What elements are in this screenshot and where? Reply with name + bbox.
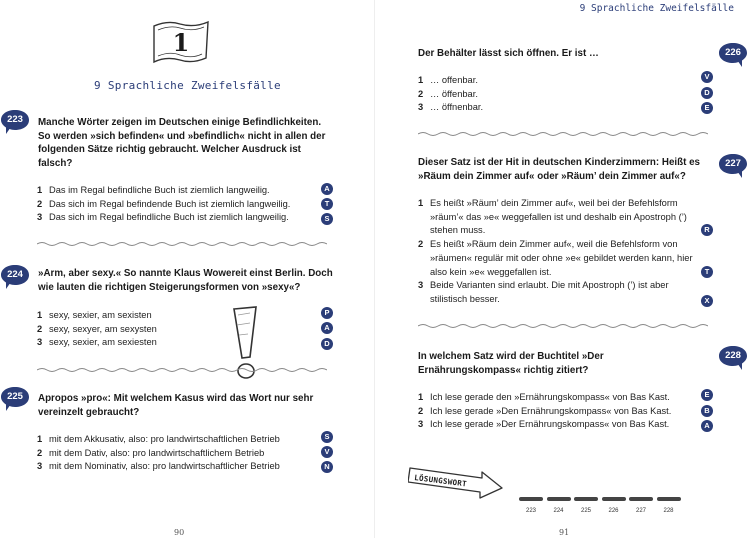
option bbox=[418, 197, 694, 238]
option-text: Ich lese gerade »Den Ernährungskompass« von Bas Kast. bbox=[430, 405, 672, 416]
answer-letter: A bbox=[321, 322, 333, 334]
answer-letter: T bbox=[321, 198, 333, 210]
option-list bbox=[37, 184, 322, 225]
option-text: Es heißt »Räum’ dein Zimmer auf«, weil bei der Befehlsform »räum’« das »e« weggefallen ist und deshalb ein Apostroph (’) stehen muss. bbox=[430, 198, 687, 236]
chapter-title: 9 Sprachliche Zweifelsfälle bbox=[94, 79, 281, 92]
option-text: mit dem Dativ, also: pro landwirtschaftlichem Betrieb bbox=[49, 447, 265, 458]
answer-slot-label: 225 bbox=[580, 508, 591, 514]
option-list bbox=[37, 433, 322, 474]
option-list bbox=[418, 74, 618, 115]
chapter-number: 1 bbox=[172, 28, 190, 57]
option bbox=[418, 279, 694, 306]
question-number: 225 bbox=[7, 391, 23, 402]
option-number: 3 bbox=[418, 419, 424, 430]
question-number-badge bbox=[718, 345, 748, 371]
option-number: 2 bbox=[418, 405, 424, 416]
answer-letter: B bbox=[701, 405, 713, 417]
answer-letter: V bbox=[701, 71, 713, 83]
answer-letter: E bbox=[701, 389, 713, 401]
option-text: Ich lese gerade »Der Ernährungskompass« von Bas Kast. bbox=[430, 419, 670, 430]
option-text: Das im Regal befindliche Buch ist ziemlich langweilig. bbox=[49, 185, 270, 195]
option-number: 3 bbox=[418, 280, 424, 291]
answer-slot-label: 224 bbox=[553, 508, 564, 514]
answer-letter: S bbox=[321, 431, 333, 443]
option-number: 3 bbox=[37, 461, 43, 472]
question-text: Der Behälter lässt sich öffnen. Er ist … bbox=[418, 48, 599, 59]
question-number-badge bbox=[718, 153, 748, 179]
answer-slot[interactable] bbox=[519, 497, 543, 514]
option bbox=[418, 405, 698, 419]
option-text: … öffenbar. bbox=[430, 88, 478, 99]
answer-slot-label: 228 bbox=[663, 508, 674, 514]
option bbox=[418, 74, 618, 88]
answer-letter: D bbox=[321, 338, 333, 350]
wavy-divider bbox=[418, 131, 708, 137]
option bbox=[37, 433, 322, 447]
option bbox=[37, 184, 322, 198]
question-number-badge bbox=[718, 42, 748, 68]
loesungswort-label: LÖSUNGSWORT bbox=[413, 473, 468, 489]
question-text: In welchem Satz wird der Buchtitel »Der Ernährungskompass« richtig zitiert? bbox=[418, 351, 604, 376]
question-number: 224 bbox=[7, 269, 23, 280]
wavy-divider bbox=[37, 241, 327, 247]
answer-letter: A bbox=[701, 420, 713, 432]
option bbox=[418, 391, 698, 405]
wavy-divider bbox=[418, 323, 708, 329]
option bbox=[37, 460, 322, 474]
option-number: 1 bbox=[418, 75, 424, 85]
question-number-badge bbox=[0, 264, 30, 290]
option-list bbox=[418, 197, 694, 307]
option bbox=[37, 211, 322, 225]
option-text: sexy, sexier, am sexisten bbox=[49, 310, 152, 320]
option-number: 3 bbox=[418, 102, 424, 113]
running-head: 9 Sprachliche Zweifelsfälle bbox=[579, 3, 734, 14]
option bbox=[37, 336, 227, 350]
right-page bbox=[375, 0, 750, 538]
answer-letter: P bbox=[321, 307, 333, 319]
option bbox=[418, 418, 698, 432]
question-number: 223 bbox=[7, 114, 23, 125]
option bbox=[418, 238, 694, 279]
option bbox=[37, 198, 322, 212]
option-text: sexy, sexier, am sexiesten bbox=[49, 337, 157, 348]
question-number: 226 bbox=[725, 47, 741, 58]
question-number-badge bbox=[0, 109, 30, 135]
option-number: 3 bbox=[37, 337, 43, 348]
question-text: Manche Wörter zeigen im Deutschen einige Befindlichkeiten. So werden »sich befinden« und »befindlich« nicht in allen der folgenden Sätze richtig gebraucht. Welcher Ausdruck ist falsch? bbox=[38, 117, 326, 169]
option-text: Das sich im Regal befindliche Buch ist ziemlich langweilig. bbox=[49, 212, 289, 223]
answer-letter: N bbox=[321, 461, 333, 473]
chapter-banner-icon bbox=[150, 18, 212, 68]
loesungswort-arrow-icon bbox=[408, 462, 504, 502]
option-text: … offenbar. bbox=[430, 75, 478, 85]
option-number: 1 bbox=[37, 434, 43, 444]
answer-letter: T bbox=[701, 266, 713, 278]
answer-slot[interactable] bbox=[657, 497, 681, 514]
option-text: … öffnenbar. bbox=[430, 102, 484, 113]
question-number-badge bbox=[0, 386, 30, 412]
option-number: 2 bbox=[37, 198, 43, 209]
option-text: mit dem Akkusativ, also: pro landwirtschaftlichen Betrieb bbox=[49, 434, 280, 444]
answer-slot[interactable] bbox=[574, 497, 598, 514]
option-text: sexy, sexyer, am sexysten bbox=[49, 323, 157, 334]
answer-letter: X bbox=[701, 295, 713, 307]
option bbox=[418, 101, 618, 115]
answer-slot-label: 223 bbox=[525, 508, 536, 514]
option bbox=[37, 309, 227, 323]
option-text: Es heißt »Räum dein Zimmer auf«, weil die Befehlsform von »räumen« regulär mit oder ohne »e« gebildet werden kann, hier also kein »e« weggefallen ist. bbox=[430, 239, 693, 277]
option-number: 1 bbox=[418, 392, 424, 402]
answer-letter: V bbox=[321, 446, 333, 458]
answer-slot-label: 227 bbox=[635, 508, 646, 514]
answer-letter: E bbox=[701, 102, 713, 114]
option-text: Ich lese gerade den »Ernährungskompass« von Bas Kast. bbox=[430, 392, 670, 402]
answer-slot[interactable] bbox=[547, 497, 571, 514]
option-number: 2 bbox=[37, 323, 43, 334]
option-number: 3 bbox=[37, 212, 43, 223]
option-text: mit dem Nominativ, also: pro landwirtschaftlicher Betrieb bbox=[49, 461, 280, 472]
option bbox=[418, 88, 618, 102]
wavy-divider bbox=[37, 367, 327, 373]
question-number: 228 bbox=[725, 350, 741, 361]
answer-slot-label: 226 bbox=[608, 508, 619, 514]
option-number: 2 bbox=[418, 239, 424, 250]
option-text: Beide Varianten sind erlaubt. Die mit Apostroph (’) ist aber stilistisch besser. bbox=[430, 280, 669, 304]
option bbox=[37, 323, 227, 337]
option-list bbox=[418, 391, 698, 432]
answer-letter: A bbox=[321, 183, 333, 195]
option-number: 2 bbox=[37, 447, 43, 458]
option-number: 1 bbox=[418, 198, 424, 208]
option bbox=[37, 447, 322, 461]
option-number: 2 bbox=[418, 88, 424, 99]
answer-slot[interactable] bbox=[629, 497, 653, 514]
question-text: Dieser Satz ist der Hit in deutschen Kinderzimmern: Heißt es »Räum dein Zimmer auf« oder »Räum’ dein Zimmer auf«? bbox=[418, 157, 701, 182]
question-number: 227 bbox=[725, 158, 741, 169]
page-number-right: 91 bbox=[559, 528, 570, 537]
answer-letter: R bbox=[701, 224, 713, 236]
question-text: Apropos »pro«: Mit welchem Kasus wird das Wort nur sehr vereinzelt gebraucht? bbox=[38, 393, 314, 418]
answer-slot[interactable] bbox=[602, 497, 626, 514]
option-list bbox=[37, 309, 227, 350]
question-text: »Arm, aber sexy.« So nannte Klaus Wowereit einst Berlin. Doch wie lauten die richtigen Steigerungsformen von »sexy«? bbox=[38, 268, 333, 293]
option-text: Das sich im Regal befindende Buch ist ziemlich langweilig. bbox=[49, 198, 291, 209]
option-number: 1 bbox=[37, 310, 43, 320]
answer-letter: D bbox=[701, 87, 713, 99]
option-number: 1 bbox=[37, 185, 43, 195]
answer-letter: S bbox=[321, 213, 333, 225]
page-number-left: 90 bbox=[174, 528, 185, 537]
